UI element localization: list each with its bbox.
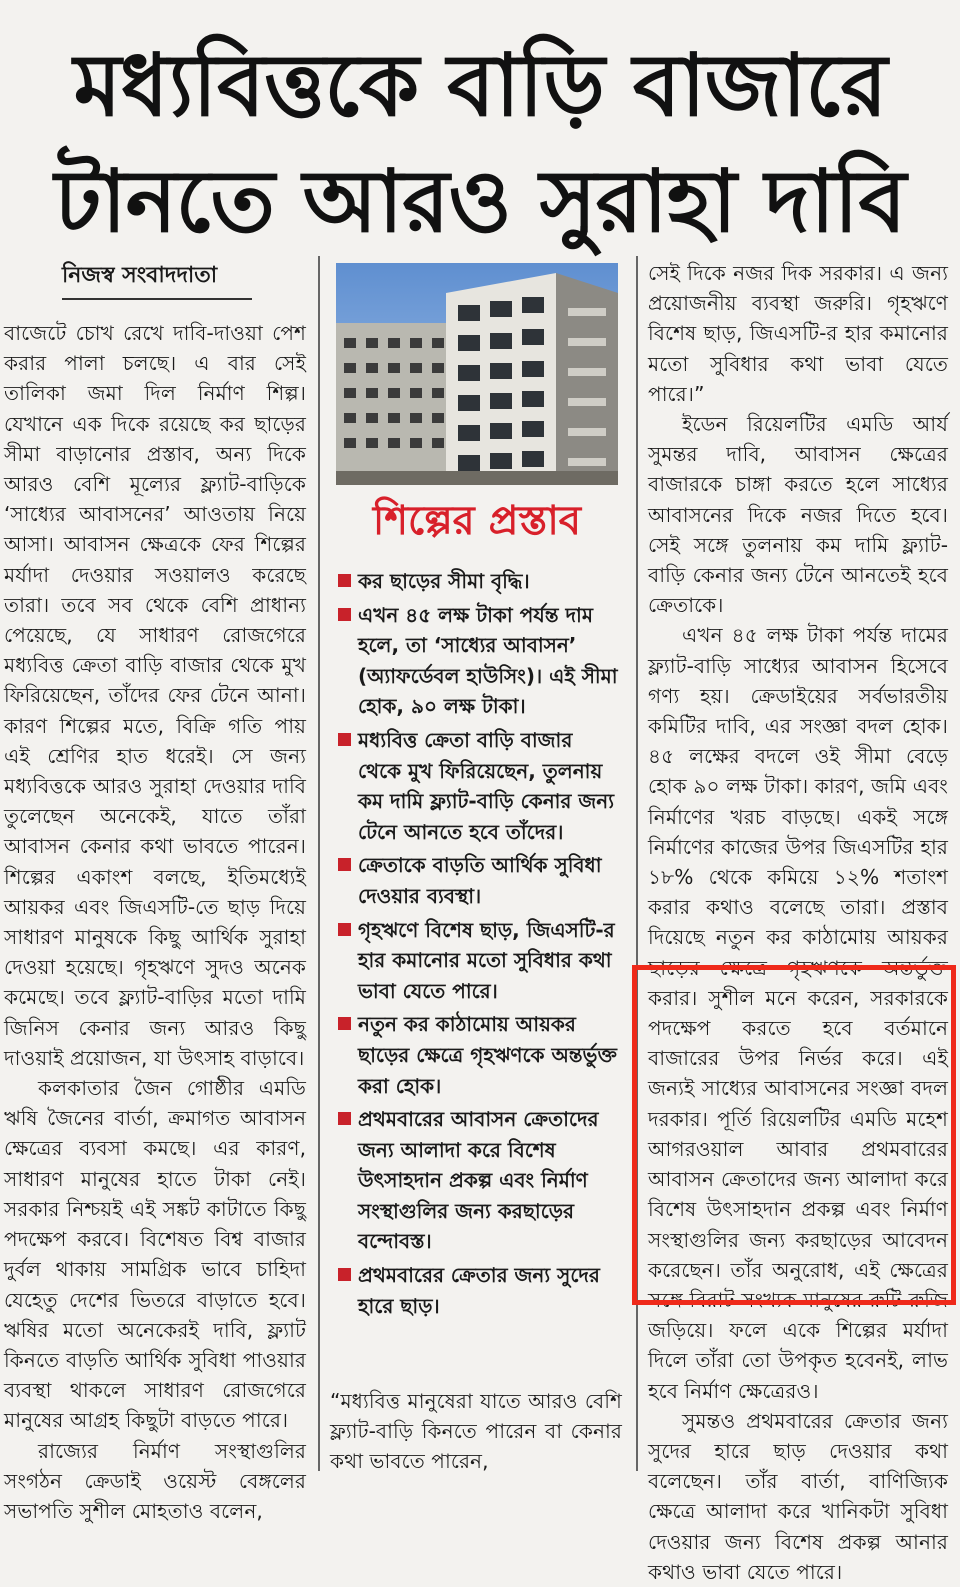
headline-line-1: মধ্যবিত্তকে বাড়ি বাজারে — [73, 36, 887, 136]
building-photo — [336, 263, 618, 485]
list-item — [338, 725, 620, 847]
paragraph: ইডেন রিয়েলটির এমডি আর্য সুমন্তর দাবি, আবাসন ক্ষেত্রের বাজারকে চাঙ্গা করতে হলে সাধ্যের আবাসনের দিকে নজর দিতে হবে। সেই সঙ্গে তুলনায় কম দামি ফ্ল্যাট-বাড়ি কেনার জন্য টেনে আনতেই হবে ক্রেতাকে। — [648, 412, 948, 618]
sidebar-title: শিল্পের প্রস্তাব — [372, 498, 582, 544]
list-item — [338, 1009, 620, 1101]
list-item — [338, 915, 620, 1007]
list-item-text: প্রথমবারের আবাসন ক্রেতাদের জন্য আলাদা করে বিশেষ উৎসাহদান প্রকল্প এবং নির্মাণ সংস্থাগুলির জন্য করছাড়ের বন্দোবস্ত। — [358, 1107, 599, 1254]
highlight-box — [632, 965, 956, 1305]
proposal-list — [338, 566, 620, 1324]
list-item-text: এখন ৪৫ লক্ষ টাকা পর্যন্ত দাম হলে, তা ‘সাধ্যের আবাসন’ (অ্যাফর্ডেবল হাউসিং)। এই সীমা হোক, ৯০ লক্ষ টাকা। — [358, 602, 618, 719]
column-divider-left — [318, 256, 320, 1471]
square-bullet-icon — [338, 1268, 351, 1281]
headline-line-2: টানতে আরও সুরাহা দাবি — [54, 152, 906, 252]
square-bullet-icon — [338, 1112, 351, 1125]
headline — [20, 28, 940, 260]
pull-quote: “মধ্যবিত্ত মানুষেরা যাতে আরও বেশি ফ্ল্যাট-বাড়ি কিনতে পারেন বা কেনার কথা ভাবতে পারেন, — [330, 1389, 622, 1474]
list-item-text: কর ছাড়ের সীমা বৃদ্ধি। — [358, 569, 530, 593]
article-column-1 — [4, 318, 306, 1526]
list-item-text: নতুন কর কাঠামোয় আয়কর ছাড়ের ক্ষেত্রে গৃহঋণকে অন্তর্ভুক্ত করা হোক। — [358, 1012, 617, 1098]
list-item — [338, 600, 620, 722]
paragraph: বাজেটে চোখ রেখে দাবি-দাওয়া পেশ করার পালা চলছে। এ বার সেই তালিকা জমা দিল নির্মাণ শিল্প। যেখানে এক দিকে রয়েছে কর ছাড়ের সীমা বাড়ানোর প্রস্তাব, অন্য দিকে আরও বেশি মূল্যের ফ্ল্যাট-বাড়িকে ‘সাধ্যের আবাসনের’ আওতায় নিয়ে আসা। আবাসন ক্ষেত্রকে ফের শিল্পের মর্যাদা দেওয়ার সওয়ালও করেছে তারা। তবে সব থেকে বেশি প্রাধান্য পেয়েছে, যে সাধারণ রোজগেরে মধ্যবিত্ত ক্রেতা বাড়ি বাজার থেকে মুখ ফিরিয়েছেন, তাঁদের ফের টেনে আনা। কারণ শিল্পের মতে, বিক্রি গতি পায় এই শ্রেণির হাত ধরেই। সে জন্য মধ্যবিত্তকে আরও সুরাহা দেওয়ার দাবি তুলেছেন অনেকেই, যাতে তাঁরা আবাসন কেনার কথা ভাবতে পারেন। শিল্পের একাংশ বলছে, ইতিমধ্যেই আয়কর এবং জিএসটি-তে ছাড় দিয়ে সাধারণ মানুষকে কিছু আর্থিক সুরাহা দেওয়া হয়েছে। গৃহঋণে সুদও অনেক কমেছে। তবে ফ্ল্যাট-বাড়ির মতো দামি জিনিস কেনার জন্য আরও কিছু দাওয়াই প্রয়োজন, যা উৎসাহ বাড়াবে। — [4, 321, 306, 1070]
list-item-text: ক্রেতাকে বাড়তি আর্থিক সুবিধা দেওয়ার ব্যবস্থা। — [358, 853, 602, 908]
paragraph: কলকাতার জৈন গোষ্ঠীর এমডি ঋষি জৈনের বার্তা, ক্রমাগত আবাসন ক্ষেত্রের ব্যবসা কমছে। এর কারণ, সাধারণ মানুষের হাতে টাকা নেই। সরকার নিশ্চয়ই এই সঙ্কট কাটাতে কিছু পদক্ষেপ করবে। বিশেষত বিশ্ব বাজার দুর্বল থাকায় সামগ্রিক ভাবে চাহিদা যেহেতু দেশের ভিতরে বাড়াতে হবে। ঋষির মতো অনেকেরই দাবি, ফ্ল্যাট কিনতে বাড়তি আর্থিক সুবিধা পাওয়ার ব্যবস্থা থাকলে সাধারণ রোজগেরে মানুষের আগ্রহ কিছুটা বাড়তে পারে। — [4, 1076, 306, 1433]
paragraph: এখন ৪৫ লক্ষ টাকা পর্যন্ত দামের ফ্ল্যাট-বাড়ি সাধ্যের আবাসন হিসেবে গণ্য হয়। ক্রেডাইয়ের সর্বভারতীয় কমিটির দাবি, এর সংজ্ঞা বদল হোক। ৪৫ লক্ষের বদলে ওই সীমা বেড়ে হোক ৯০ লক্ষ টাকা। কারণ, জমি এবং নির্মাণের খরচ বাড়ছে। একই সঙ্গে নির্মাণের কাজের উপর জিএসটির হার ১৮% থেকে কমিয়ে ১২% শতাংশ করার কথাও বলেছে তারা। প্রস্তাব দিয়েছে নতুন কর কাঠামোয় আয়কর ছাড়ের ক্ষেত্রে গৃহঋণকে অন্তর্ভুক্ত করার। সুশীল মনে করেন, সরকারকে পদক্ষেপ করতে হবে বর্তমানে বাজারের উপর নির্ভর করে। এই জন্যই সাধ্যের আবাসনের সংজ্ঞা বদল দরকার। পূর্তি রিয়েলটির এমডি মহেশ আগরওয়াল আবার প্রথমবারের আবাসন ক্রেতাদের জন্য আলাদা করে বিশেষ উৎসাহদান প্রকল্প এবং নির্মাণ সংস্থাগুলির জন্য করছাড়ের আবেদন করেছেন। তাঁর অনুরোধ, এই ক্ষেত্রের সঙ্গে বিরাট সংখ্যক মানুষের রুটি-রুজি জড়িয়ে। ফলে একে শিল্পের মর্যাদা দিলে তাঁরা তো উপকৃত হবেনই, লাভ হবে নির্মাণ ক্ষেত্রেরও। — [648, 623, 948, 1403]
paragraph: সুমন্তও প্রথমবারের ক্রেতার জন্য সুদের হারে ছাড় দেওয়ার কথা বলেছেন। তাঁর বার্তা, বাণিজ্যিক ক্ষেত্রে আলাদা করে খানিকটা সুবিধা দেওয়ার জন্য বিশেষ প্রকল্প আনার কথাও ভাবা যেতে পারে। — [648, 1408, 948, 1584]
square-bullet-icon — [338, 858, 351, 871]
article-column-3 — [648, 258, 948, 1587]
square-bullet-icon — [338, 733, 351, 746]
paragraph: সেই দিকে নজর দিক সরকার। এ জন্য প্রয়োজনীয় ব্যবস্থা জরুরি। গৃহঋণে বিশেষ ছাড়, জিএসটি-র হার কমানোর মতো সুবিধার কথা ভাবা যেতে পারে।” — [648, 261, 948, 406]
square-bullet-icon — [338, 608, 351, 621]
list-item-text: মধ্যবিত্ত ক্রেতা বাড়ি বাজার থেকে মুখ ফিরিয়েছেন, তুলনায় কম দামি ফ্ল্যাট-বাড়ি কেনার জন্য টেনে আনতে হবে তাঁদের। — [358, 727, 615, 844]
list-item — [338, 1104, 620, 1257]
list-item-text: গৃহঋণে বিশেষ ছাড়, জিএসটি-র হার কমানোর মতো সুবিধার কথা ভাবা যেতে পারে। — [358, 917, 615, 1003]
square-bullet-icon — [338, 923, 351, 936]
square-bullet-icon — [338, 1017, 351, 1030]
byline: নিজস্ব সংবাদদাতা — [62, 258, 252, 300]
list-item — [338, 850, 620, 911]
list-item-text: প্রথমবারের ক্রেতার জন্য সুদের হারে ছাড়। — [358, 1263, 600, 1318]
paragraph: রাজ্যের নির্মাণ সংস্থাগুলির সংগঠন ক্রেডাই ওয়েস্ট বেঙ্গলের সভাপতি সুশীল মোহতাও বলেন, — [4, 1438, 306, 1523]
list-item — [338, 1260, 620, 1321]
list-item — [338, 566, 620, 597]
square-bullet-icon — [338, 574, 351, 587]
